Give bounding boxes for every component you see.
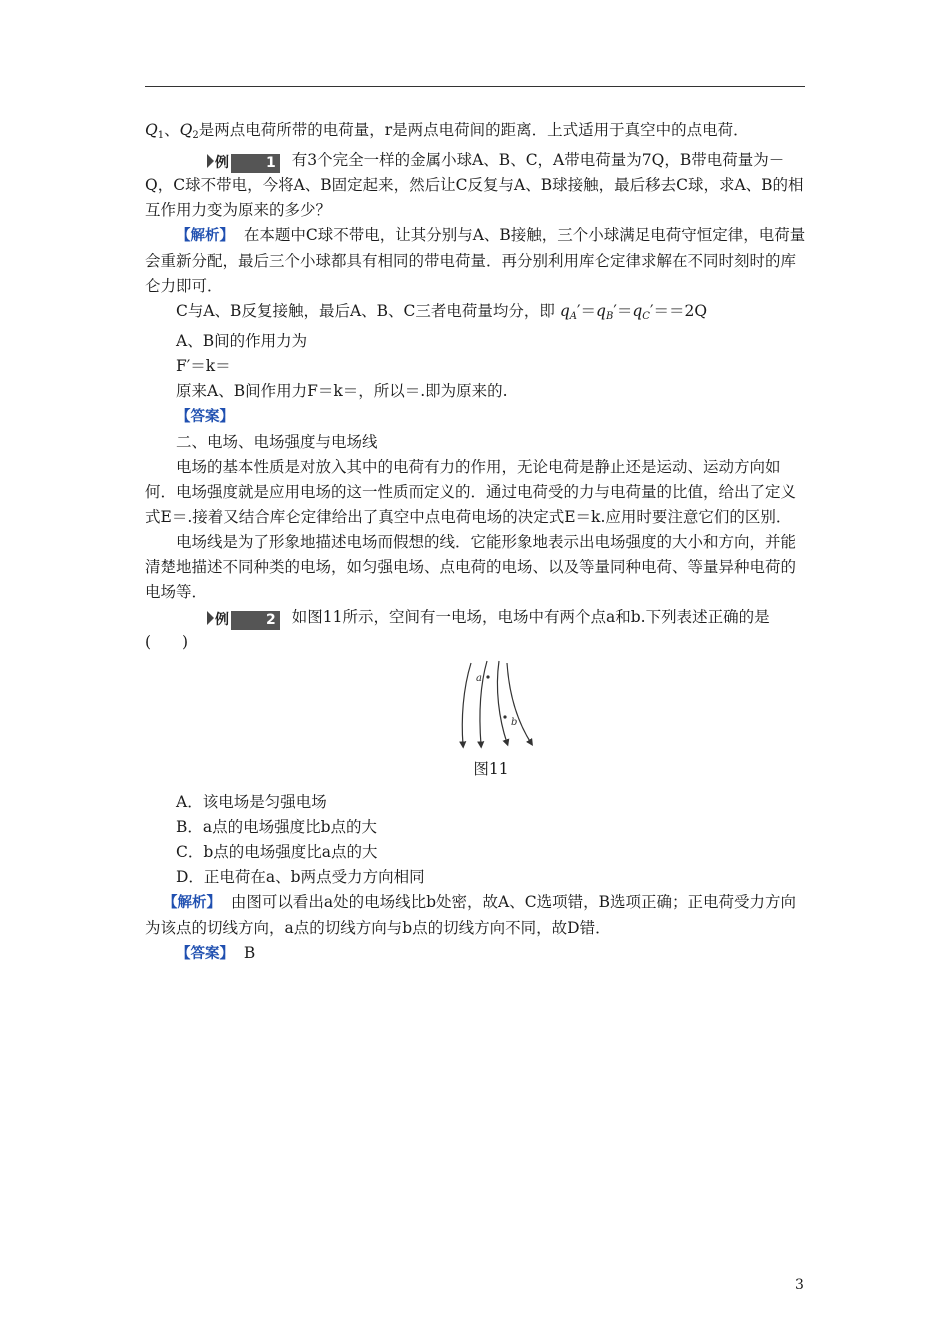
example-badge-label: 例 (215, 612, 229, 628)
answer-tag: 【答案】 (176, 409, 234, 425)
example-badge-number: 2 (231, 611, 280, 630)
analysis-1-line-4: F′＝k＝ (176, 357, 231, 375)
example-2-question: 如图11所示，空间有一电场，电场中有两个点a和b.下列表述正确的是( ) (145, 608, 770, 651)
q2-symbol: Q (179, 121, 193, 139)
answer-tag: 【答案】 (176, 946, 234, 962)
qb-subscript: B (605, 311, 614, 322)
q1-symbol: Q (145, 121, 158, 139)
qa-rest: ′＝ (577, 302, 597, 320)
header-rule (145, 86, 805, 87)
example-1-question: 有3个完全一样的金属小球A、B、C，A带电荷量为7Q，B带电荷量为－Q，C球不带电，今将A、B固定起来，然后让C反复与A、B球接触，最后移去C球，求A、B的相互作用力变为原来的多少？ (145, 151, 804, 219)
triangle-icon (207, 611, 214, 625)
q1-subscript: 1 (157, 130, 165, 141)
document-body (145, 118, 807, 967)
charge-definition-paragraph (145, 118, 807, 148)
qb-rest: ′＝ (613, 302, 633, 320)
qa-subscript: A (569, 311, 577, 322)
field-line-1 (462, 663, 471, 745)
field-line-4 (507, 663, 531, 743)
page-number: 3 (795, 1277, 804, 1293)
analysis-2-text: 由图可以看出a处的电场线比b处密，故A、C选项错，B选项正确；正电荷受力方向为该点的切线方向，a点的切线方向与b点的切线方向不同，故D错． (145, 893, 796, 937)
qc-subscript: C (642, 311, 650, 322)
analysis-1-line-3: A、B间的作用力为 (176, 332, 308, 350)
answer-2 (145, 941, 807, 967)
example-badge-number: 1 (231, 154, 280, 173)
qc-rest: ′＝＝2Q (649, 302, 708, 320)
electric-field-lines-diagram (457, 659, 537, 751)
point-a (486, 675, 489, 678)
analysis-1-line-5: 原来A、B间作用力F＝k＝，所以＝.即为原来的. (176, 382, 508, 400)
example-badge-label: 例 (215, 155, 229, 171)
q2-subscript: 2 (192, 130, 199, 141)
analysis-1-charge-line (145, 299, 807, 329)
answer-2-text: B (243, 944, 256, 962)
analysis-1 (145, 223, 807, 299)
q-separator: 、 (164, 121, 180, 139)
triangle-icon (207, 154, 214, 168)
label-a: a (476, 673, 482, 684)
qc-symbol: q (632, 302, 643, 320)
example-1 (145, 148, 807, 223)
section-2-paragraph-2: 电场线是为了形象地描述电场而假想的线．它能形象地表示出电场强度的大小和方向，并能清楚地描述不同种类的电场，如匀强电场、点电荷的电场、以及等量同种电荷、等量异种电荷的电场等． (145, 533, 797, 601)
example-2-badge (176, 611, 280, 630)
qa-symbol: q (559, 302, 570, 320)
charge-definition-text: 是两点电荷所带的电荷量，r是两点电荷间的距离．上式适用于真空中的点电荷． (198, 121, 749, 139)
analysis-tag: 【解析】 (176, 228, 234, 244)
charge-share-text: C与A、B反复接触，最后A、B、C三者电荷量均分，即 (176, 302, 555, 320)
label-b: b (511, 717, 518, 728)
example-2 (145, 605, 807, 655)
analysis-2 (145, 890, 807, 941)
point-b (503, 715, 506, 718)
option-c: C．b点的电场强度比a点的大 (176, 843, 378, 861)
field-line-3 (497, 661, 507, 743)
section-2-paragraph-1: 电场的基本性质是对放入其中的电荷有力的作用，无论电荷是静止还是运动、运动方向如何．电场强度就是应用电场的这一性质而定义的．通过电荷受的力与电荷量的比值，给出了定义式E＝.接着又结合库仑定律给出了真空中点电荷电场的决定式E＝k.应用时要注意它们的区别． (145, 458, 797, 526)
section-2-heading: 二、电场、电场强度与电场线 (176, 433, 378, 451)
option-b: B．a点的电场强度比b点的大 (176, 818, 378, 836)
figure-caption: 图11 (473, 760, 509, 778)
figure-11 (145, 659, 807, 751)
qb-symbol: q (596, 302, 606, 320)
answer-1 (145, 404, 807, 430)
option-a: A．该电场是匀强电场 (176, 793, 327, 811)
option-d: D．正电荷在a、b两点受力方向相同 (176, 868, 425, 886)
analysis-1-text: 在本题中C球不带电，让其分别与A、B接触，三个小球满足电荷守恒定律，电荷量会重新分配，最后三个小球都具有相同的带电荷量．再分别利用库仑定律求解在不同时刻时的库仑力即可． (145, 226, 806, 295)
example-1-badge (176, 154, 280, 173)
analysis-tag: 【解析】 (163, 895, 221, 911)
